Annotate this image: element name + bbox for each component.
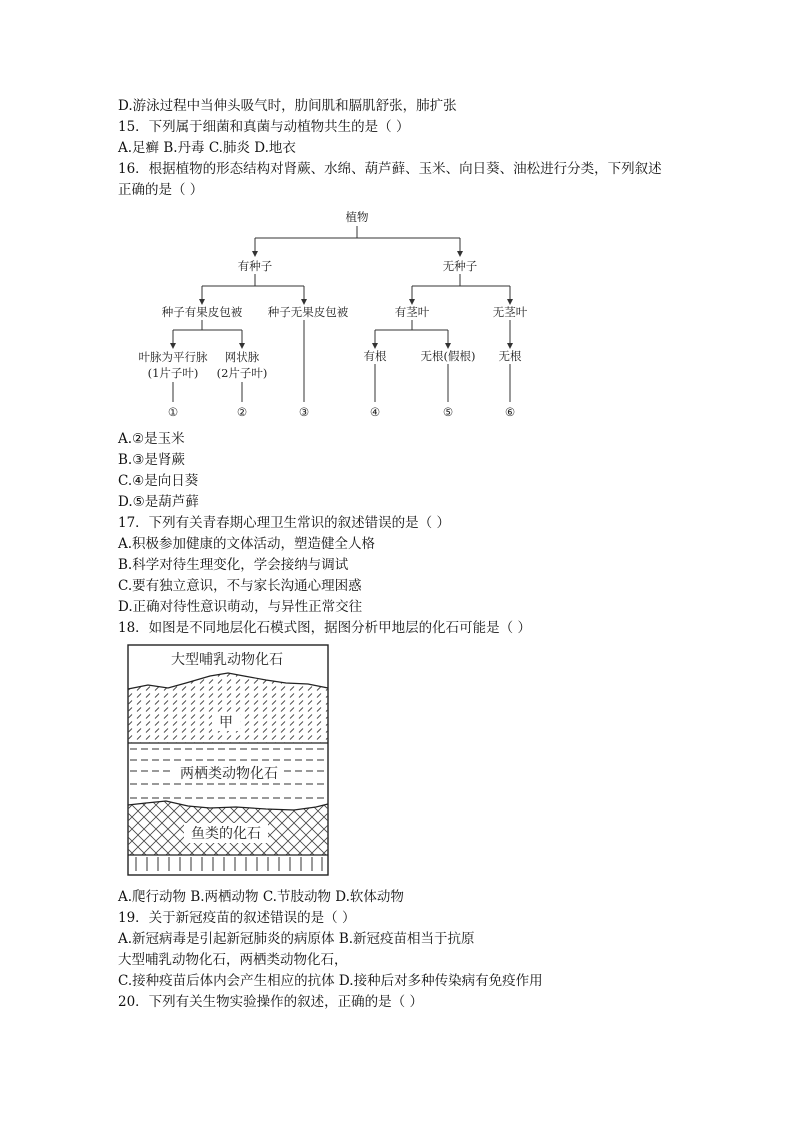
tree-num-3: ③ (298, 405, 310, 419)
tree-num-4: ④ (369, 405, 381, 419)
q16-option-b: B.③是肾蕨 (118, 452, 185, 468)
q19-stem: 19．关于新冠疫苗的叙述错误的是（ ） (118, 910, 356, 926)
tree-num-5: ⑤ (442, 405, 454, 419)
tree-fruit-coat: 种子有果皮包被 (161, 305, 243, 319)
tree-has-root: 有根 (363, 349, 387, 363)
q17-option-b: B.科学对待生理变化，学会接纳与调试 (118, 557, 349, 573)
q17-option-c: C.要有独立意识，不与家长沟通心理困惑 (118, 578, 362, 594)
q19-options-ab: A.新冠病毒是引起新冠肺炎的病原体 B.新冠疫苗相当于抗原 (118, 931, 475, 947)
tree-num-2: ② (236, 405, 248, 419)
tree-net-vein: 网状脉 (224, 350, 260, 364)
strata-fish-label: 鱼类的化石 (191, 826, 261, 842)
tree-no-seed: 无种子 (442, 259, 478, 273)
q16-stem-2: 正确的是（ ） (118, 182, 204, 198)
tree-no-stem-leaf: 无茎叶 (492, 305, 528, 319)
q15-options: A.足癣 B.丹毒 C.肺炎 D.地衣 (118, 140, 296, 156)
q17-option-a: A.积极参加健康的文体活动，塑造健全人格 (118, 536, 376, 552)
strata-fossil-diagram (126, 643, 330, 877)
q16-option-c: C.④是向日葵 (118, 473, 199, 489)
tree-one-cotyledon: (1片子叶) (147, 366, 199, 380)
tree-two-cotyledon: (2片子叶) (216, 366, 268, 380)
tree-num-1: ① (167, 405, 179, 419)
q16-option-d: D.⑤是葫芦藓 (118, 494, 199, 510)
q20-stem: 20．下列有关生物实验操作的叙述，正确的是（ ） (118, 994, 423, 1010)
q18-options: A.爬行动物 B.两栖动物 C.节肢动物 D.软体动物 (118, 889, 404, 905)
q17-option-d: D.正确对待性意识萌动，与异性正常交往 (118, 599, 363, 615)
tree-root: 植物 (345, 210, 369, 224)
strata-jia-label: 甲 (219, 715, 233, 731)
q17-stem: 17．下列有关青春期心理卫生常识的叙述错误的是（ ） (118, 515, 450, 531)
tree-stem-leaf: 有茎叶 (394, 305, 430, 319)
tree-num-6: ⑥ (504, 405, 516, 419)
q19-extra-text: 大型哺乳动物化石，两栖类动物化石， (118, 952, 348, 968)
q15-stem: 15．下列属于细菌和真菌与动植物共生的是（ ） (118, 119, 410, 135)
plant-classification-diagram (118, 200, 558, 425)
tree-no-fruit-coat: 种子无果皮包被 (267, 305, 349, 319)
q18-stem: 18．如图是不同地层化石模式图，据图分析甲地层的化石可能是（ ） (118, 620, 531, 636)
q16-option-a: A.②是玉米 (118, 431, 185, 447)
strata-amphibian-label: 两栖类动物化石 (180, 766, 278, 782)
tree-parallel-vein: 叶脉为平行脉 (138, 350, 208, 364)
q14-option-d: D.游泳过程中当伸头吸气时，肋间肌和膈肌舒张，肺扩张 (118, 98, 457, 114)
q19-options-cd: C.接种疫苗后体内会产生相应的抗体 D.接种后对多种传染病有免疫作用 (118, 973, 543, 989)
strata-top-label: 大型哺乳动物化石 (171, 652, 283, 668)
tree-has-seed: 有种子 (237, 259, 273, 273)
q16-stem-1: 16．根据植物的形态结构对肾蕨、水绵、葫芦藓、玉米、向日葵、油松进行分类，下列叙述 (118, 161, 662, 177)
tree-false-root: 无根(假根) (420, 349, 476, 363)
tree-no-root: 无根 (498, 349, 522, 363)
